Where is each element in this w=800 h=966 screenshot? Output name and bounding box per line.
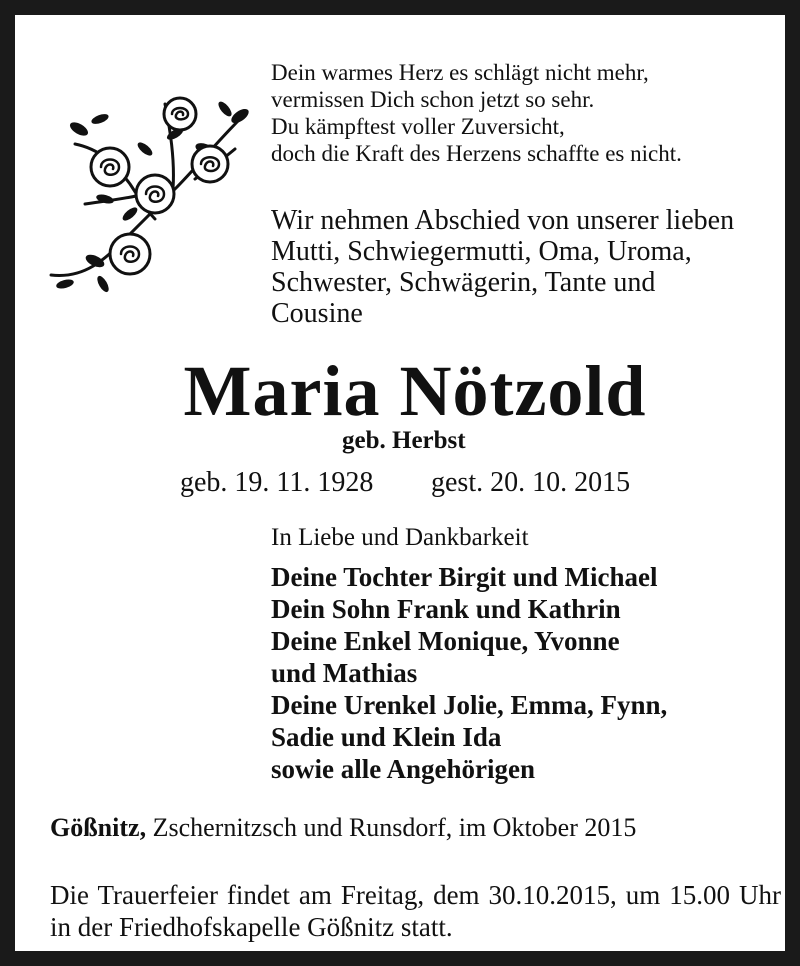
- farewell-line: Schwester, Schwägerin, Tante und: [271, 267, 656, 298]
- rose-branch-icon: [45, 89, 260, 304]
- farewell-line: Mutti, Schwiegermutti, Oma, Uroma,: [271, 236, 692, 267]
- mourner-line: Dein Sohn Frank und Kathrin: [271, 594, 621, 624]
- mourner-line: und Mathias: [271, 658, 418, 688]
- mourner-line: Deine Urenkel Jolie, Emma, Fynn,: [271, 690, 668, 720]
- mourner-line: Deine Tochter Birgit und Michael: [271, 562, 658, 592]
- poem-line: Dein warmes Herz es schlägt nicht mehr,: [271, 60, 649, 85]
- place-date-line: [50, 812, 636, 844]
- death-date: gest. 20. 10. 2015: [431, 467, 631, 498]
- farewell-line: Cousine: [271, 298, 363, 329]
- maiden-name: geb. Herbst: [342, 427, 466, 454]
- mourner-line: Deine Enkel Monique, Yvonne: [271, 626, 620, 656]
- place-rest: Zschernitzsch und Runsdorf, im Oktober 2015: [146, 813, 637, 842]
- poem-line: doch die Kraft des Herzens schaffte es nicht.: [271, 141, 682, 166]
- deceased-name: Maria Nötzold: [183, 351, 647, 431]
- birth-date: geb. 19. 11. 1928: [180, 467, 374, 498]
- mourner-line: Sadie und Klein Ida: [271, 722, 502, 752]
- mourners-intro: In Liebe und Dankbarkeit: [271, 524, 529, 551]
- funeral-service-info: Die Trauerfeier findet am Freitag, dem 30.10.2015, um 15.00 Uhr in der Friedhofskapelle Gößnitz statt.: [50, 880, 781, 942]
- poem-line: vermissen Dich schon jetzt so sehr.: [271, 87, 595, 112]
- mourner-line: sowie alle Angehörigen: [271, 754, 535, 784]
- place-town: Gößnitz,: [50, 813, 147, 842]
- farewell-line: Wir nehmen Abschied von unserer lieben: [271, 205, 735, 236]
- poem-line: Du kämpftest voller Zuversicht,: [271, 114, 565, 139]
- farewell-text: [271, 205, 734, 329]
- mourners-list: [271, 561, 667, 785]
- poem: [271, 59, 682, 167]
